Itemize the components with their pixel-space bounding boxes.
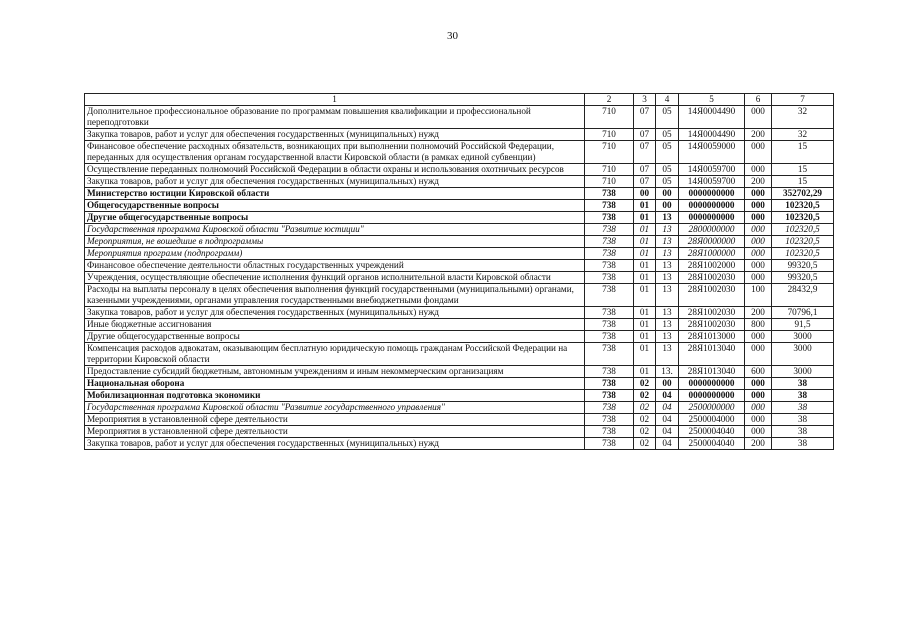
cell-ministry-code: 738 xyxy=(585,212,634,224)
table-row xyxy=(85,426,834,438)
cell-expense-type: 000 xyxy=(745,248,772,260)
cell-section: 01 xyxy=(634,260,656,272)
table-row xyxy=(85,200,834,212)
cell-name: Закупка товаров, работ и услуг для обеспечения государственных (муниципальных) нужд xyxy=(85,176,585,188)
cell-amount: 102320,5 xyxy=(772,200,834,212)
cell-name: Иные бюджетные ассигнования xyxy=(85,319,585,331)
cell-section: 02 xyxy=(634,414,656,426)
table-row xyxy=(85,284,834,307)
cell-ministry-code: 710 xyxy=(585,176,634,188)
cell-target-article: 28Я1002030 xyxy=(679,284,745,307)
cell-target-article: 14Я0059700 xyxy=(679,176,745,188)
cell-ministry-code: 738 xyxy=(585,414,634,426)
column-header: 6 xyxy=(745,94,772,106)
cell-section: 07 xyxy=(634,176,656,188)
cell-name: Другие общегосударственные вопросы xyxy=(85,212,585,224)
cell-target-article: 28Я1002030 xyxy=(679,319,745,331)
cell-amount: 32 xyxy=(772,129,834,141)
table-row xyxy=(85,224,834,236)
cell-name: Другие общегосударственные вопросы xyxy=(85,331,585,343)
column-header: 5 xyxy=(679,94,745,106)
cell-amount: 99320,5 xyxy=(772,272,834,284)
table-row xyxy=(85,343,834,366)
cell-section: 07 xyxy=(634,129,656,141)
table-row xyxy=(85,212,834,224)
cell-amount: 15 xyxy=(772,141,834,164)
cell-name: Осуществление переданных полномочий Российской Федерации в области охраны и использования охотничьих ресурсов xyxy=(85,164,585,176)
cell-subsection: 13 xyxy=(656,260,679,272)
cell-amount: 3000 xyxy=(772,343,834,366)
table-row xyxy=(85,319,834,331)
cell-subsection: 05 xyxy=(656,129,679,141)
cell-expense-type: 200 xyxy=(745,307,772,319)
header-row xyxy=(85,94,834,106)
cell-expense-type: 000 xyxy=(745,236,772,248)
cell-target-article: 0000000000 xyxy=(679,212,745,224)
cell-expense-type: 000 xyxy=(745,378,772,390)
column-header: 2 xyxy=(585,94,634,106)
cell-target-article: 14Я0004490 xyxy=(679,129,745,141)
cell-amount: 38 xyxy=(772,378,834,390)
cell-section: 02 xyxy=(634,438,656,450)
cell-section: 01 xyxy=(634,343,656,366)
table-row xyxy=(85,438,834,450)
cell-subsection: 13 xyxy=(656,224,679,236)
cell-target-article: 2500004040 xyxy=(679,438,745,450)
cell-section: 01 xyxy=(634,212,656,224)
budget-table xyxy=(84,93,834,450)
cell-expense-type: 200 xyxy=(745,129,772,141)
cell-section: 01 xyxy=(634,366,656,378)
cell-name: Государственная программа Кировской области "Развитие государственного управления" xyxy=(85,402,585,414)
cell-amount: 91,5 xyxy=(772,319,834,331)
cell-amount: 70796,1 xyxy=(772,307,834,319)
cell-amount: 32 xyxy=(772,106,834,129)
cell-expense-type: 800 xyxy=(745,319,772,331)
cell-ministry-code: 738 xyxy=(585,200,634,212)
table-row xyxy=(85,272,834,284)
cell-name: Расходы на выплаты персоналу в целях обеспечения выполнения функций государственными (муниципальными) органами, казенными учреждениями, органами управления государственными внебюджетными фондами xyxy=(85,284,585,307)
cell-ministry-code: 738 xyxy=(585,331,634,343)
cell-subsection: 13 xyxy=(656,284,679,307)
cell-ministry-code: 738 xyxy=(585,366,634,378)
cell-target-article: 28Я1013040 xyxy=(679,366,745,378)
cell-expense-type: 200 xyxy=(745,438,772,450)
cell-amount: 15 xyxy=(772,164,834,176)
cell-expense-type: 000 xyxy=(745,272,772,284)
cell-expense-type: 000 xyxy=(745,141,772,164)
cell-subsection: 00 xyxy=(656,378,679,390)
cell-subsection: 05 xyxy=(656,141,679,164)
cell-ministry-code: 738 xyxy=(585,284,634,307)
cell-ministry-code: 738 xyxy=(585,248,634,260)
table-row xyxy=(85,129,834,141)
cell-name: Мероприятия в установленной сфере деятельности xyxy=(85,414,585,426)
cell-name: Мероприятия в установленной сфере деятельности xyxy=(85,426,585,438)
cell-ministry-code: 738 xyxy=(585,188,634,200)
cell-name: Мобилизационная подготовка экономики xyxy=(85,390,585,402)
cell-amount: 38 xyxy=(772,438,834,450)
column-header: 1 xyxy=(85,94,585,106)
table-row xyxy=(85,414,834,426)
cell-amount: 28432,9 xyxy=(772,284,834,307)
cell-target-article: 28Я1002030 xyxy=(679,307,745,319)
cell-section: 01 xyxy=(634,248,656,260)
cell-section: 02 xyxy=(634,390,656,402)
cell-subsection: 13 xyxy=(656,331,679,343)
cell-section: 07 xyxy=(634,141,656,164)
cell-expense-type: 000 xyxy=(745,224,772,236)
cell-subsection: 13 xyxy=(656,307,679,319)
cell-subsection: 13 xyxy=(656,272,679,284)
cell-amount: 102320,5 xyxy=(772,236,834,248)
cell-target-article: 0000000000 xyxy=(679,378,745,390)
cell-target-article: 28Я1002000 xyxy=(679,260,745,272)
cell-expense-type: 000 xyxy=(745,212,772,224)
cell-amount: 38 xyxy=(772,414,834,426)
cell-ministry-code: 738 xyxy=(585,319,634,331)
cell-ministry-code: 738 xyxy=(585,272,634,284)
cell-subsection: 05 xyxy=(656,164,679,176)
table-row xyxy=(85,176,834,188)
cell-target-article: 28Я1000000 xyxy=(679,248,745,260)
cell-expense-type: 000 xyxy=(745,390,772,402)
cell-name: Предоставление субсидий бюджетным, автономным учреждениям и иным некоммерческим организациям xyxy=(85,366,585,378)
cell-target-article: 0000000000 xyxy=(679,390,745,402)
cell-ministry-code: 710 xyxy=(585,164,634,176)
cell-section: 01 xyxy=(634,331,656,343)
cell-section: 02 xyxy=(634,426,656,438)
cell-subsection: 05 xyxy=(656,176,679,188)
cell-section: 01 xyxy=(634,236,656,248)
cell-subsection: 00 xyxy=(656,188,679,200)
cell-target-article: 28Я1013040 xyxy=(679,343,745,366)
cell-ministry-code: 738 xyxy=(585,224,634,236)
page-number: 30 xyxy=(447,30,458,42)
cell-section: 02 xyxy=(634,378,656,390)
cell-subsection: 04 xyxy=(656,402,679,414)
cell-name: Дополнительное профессиональное образование по программам повышения квалификации и профессиональной переподготовки xyxy=(85,106,585,129)
cell-section: 07 xyxy=(634,106,656,129)
cell-amount: 102320,5 xyxy=(772,248,834,260)
cell-ministry-code: 738 xyxy=(585,390,634,402)
cell-name: Учреждения, осуществляющие обеспечение исполнения функций органов исполнительной власти Кировской области xyxy=(85,272,585,284)
cell-section: 01 xyxy=(634,272,656,284)
cell-name: Финансовое обеспечение расходных обязательств, возникающих при выполнении полномочий Российской Федерации, переданных для осуществления органам государственной власти Кировской области (в рамках единой субвенции) xyxy=(85,141,585,164)
cell-section: 01 xyxy=(634,307,656,319)
table-row xyxy=(85,236,834,248)
cell-ministry-code: 738 xyxy=(585,343,634,366)
column-header: 3 xyxy=(634,94,656,106)
cell-name: Национальная оборона xyxy=(85,378,585,390)
cell-target-article: 2800000000 xyxy=(679,224,745,236)
cell-subsection: 13 xyxy=(656,212,679,224)
cell-name: Мероприятия, не вошедшие в подпрограммы xyxy=(85,236,585,248)
cell-name: Мероприятия программ (подпрограмм) xyxy=(85,248,585,260)
cell-subsection: 04 xyxy=(656,426,679,438)
cell-name: Государственная программа Кировской области "Развитие юстиции" xyxy=(85,224,585,236)
cell-expense-type: 000 xyxy=(745,343,772,366)
cell-section: 00 xyxy=(634,188,656,200)
cell-section: 07 xyxy=(634,164,656,176)
cell-amount: 38 xyxy=(772,426,834,438)
table-row xyxy=(85,106,834,129)
cell-section: 01 xyxy=(634,319,656,331)
cell-target-article: 2500004040 xyxy=(679,426,745,438)
cell-expense-type: 000 xyxy=(745,164,772,176)
cell-target-article: 28Я1013000 xyxy=(679,331,745,343)
cell-expense-type: 000 xyxy=(745,426,772,438)
cell-expense-type: 100 xyxy=(745,284,772,307)
cell-ministry-code: 710 xyxy=(585,141,634,164)
cell-ministry-code: 710 xyxy=(585,106,634,129)
cell-expense-type: 200 xyxy=(745,176,772,188)
cell-name: Финансовое обеспечение деятельности областных государственных учреждений xyxy=(85,260,585,272)
cell-expense-type: 000 xyxy=(745,414,772,426)
cell-amount: 352702,29 xyxy=(772,188,834,200)
cell-target-article: 14Я0004490 xyxy=(679,106,745,129)
column-header: 4 xyxy=(656,94,679,106)
table-row xyxy=(85,260,834,272)
cell-subsection: 13 xyxy=(656,236,679,248)
cell-name: Закупка товаров, работ и услуг для обеспечения государственных (муниципальных) нужд xyxy=(85,129,585,141)
cell-expense-type: 000 xyxy=(745,260,772,272)
cell-expense-type: 000 xyxy=(745,331,772,343)
table-row xyxy=(85,366,834,378)
cell-target-article: 28Я0000000 xyxy=(679,236,745,248)
table-row xyxy=(85,402,834,414)
cell-target-article: 28Я1002030 xyxy=(679,272,745,284)
cell-section: 01 xyxy=(634,224,656,236)
cell-name: Компенсация расходов адвокатам, оказывающим бесплатную юридическую помощь гражданам Российской Федерации на территории Кировской области xyxy=(85,343,585,366)
cell-expense-type: 000 xyxy=(745,106,772,129)
cell-amount: 102320,5 xyxy=(772,212,834,224)
cell-ministry-code: 738 xyxy=(585,236,634,248)
cell-amount: 3000 xyxy=(772,366,834,378)
column-header: 7 xyxy=(772,94,834,106)
table-row xyxy=(85,378,834,390)
table-row xyxy=(85,390,834,402)
cell-expense-type: 000 xyxy=(745,402,772,414)
cell-name: Общегосударственные вопросы xyxy=(85,200,585,212)
table-row xyxy=(85,141,834,164)
cell-expense-type: 000 xyxy=(745,200,772,212)
cell-ministry-code: 738 xyxy=(585,426,634,438)
cell-subsection: 13 xyxy=(656,248,679,260)
cell-amount: 102320,5 xyxy=(772,224,834,236)
cell-subsection: 04 xyxy=(656,438,679,450)
cell-subsection: 05 xyxy=(656,106,679,129)
cell-subsection: 13 xyxy=(656,319,679,331)
cell-amount: 99320,5 xyxy=(772,260,834,272)
cell-name: Закупка товаров, работ и услуг для обеспечения государственных (муниципальных) нужд xyxy=(85,438,585,450)
cell-subsection: 04 xyxy=(656,390,679,402)
cell-target-article: 2500004000 xyxy=(679,414,745,426)
table-row xyxy=(85,164,834,176)
table-row xyxy=(85,188,834,200)
cell-section: 01 xyxy=(634,284,656,307)
cell-section: 02 xyxy=(634,402,656,414)
cell-ministry-code: 738 xyxy=(585,438,634,450)
cell-target-article: 0000000000 xyxy=(679,188,745,200)
cell-subsection: 00 xyxy=(656,200,679,212)
cell-ministry-code: 738 xyxy=(585,402,634,414)
cell-amount: 38 xyxy=(772,390,834,402)
cell-subsection: 13 xyxy=(656,343,679,366)
cell-amount: 15 xyxy=(772,176,834,188)
cell-name: Министерство юстиции Кировской области xyxy=(85,188,585,200)
cell-subsection: 13. xyxy=(656,366,679,378)
cell-ministry-code: 710 xyxy=(585,129,634,141)
cell-target-article: 14Я0059000 xyxy=(679,141,745,164)
cell-subsection: 04 xyxy=(656,414,679,426)
cell-ministry-code: 738 xyxy=(585,378,634,390)
cell-target-article: 14Я0059700 xyxy=(679,164,745,176)
cell-expense-type: 000 xyxy=(745,188,772,200)
table-row xyxy=(85,331,834,343)
cell-name: Закупка товаров, работ и услуг для обеспечения государственных (муниципальных) нужд xyxy=(85,307,585,319)
cell-amount: 38 xyxy=(772,402,834,414)
cell-target-article: 2500000000 xyxy=(679,402,745,414)
table-row xyxy=(85,307,834,319)
cell-expense-type: 600 xyxy=(745,366,772,378)
cell-ministry-code: 738 xyxy=(585,260,634,272)
table-row xyxy=(85,248,834,260)
cell-ministry-code: 738 xyxy=(585,307,634,319)
cell-target-article: 0000000000 xyxy=(679,200,745,212)
cell-amount: 3000 xyxy=(772,331,834,343)
cell-section: 01 xyxy=(634,200,656,212)
